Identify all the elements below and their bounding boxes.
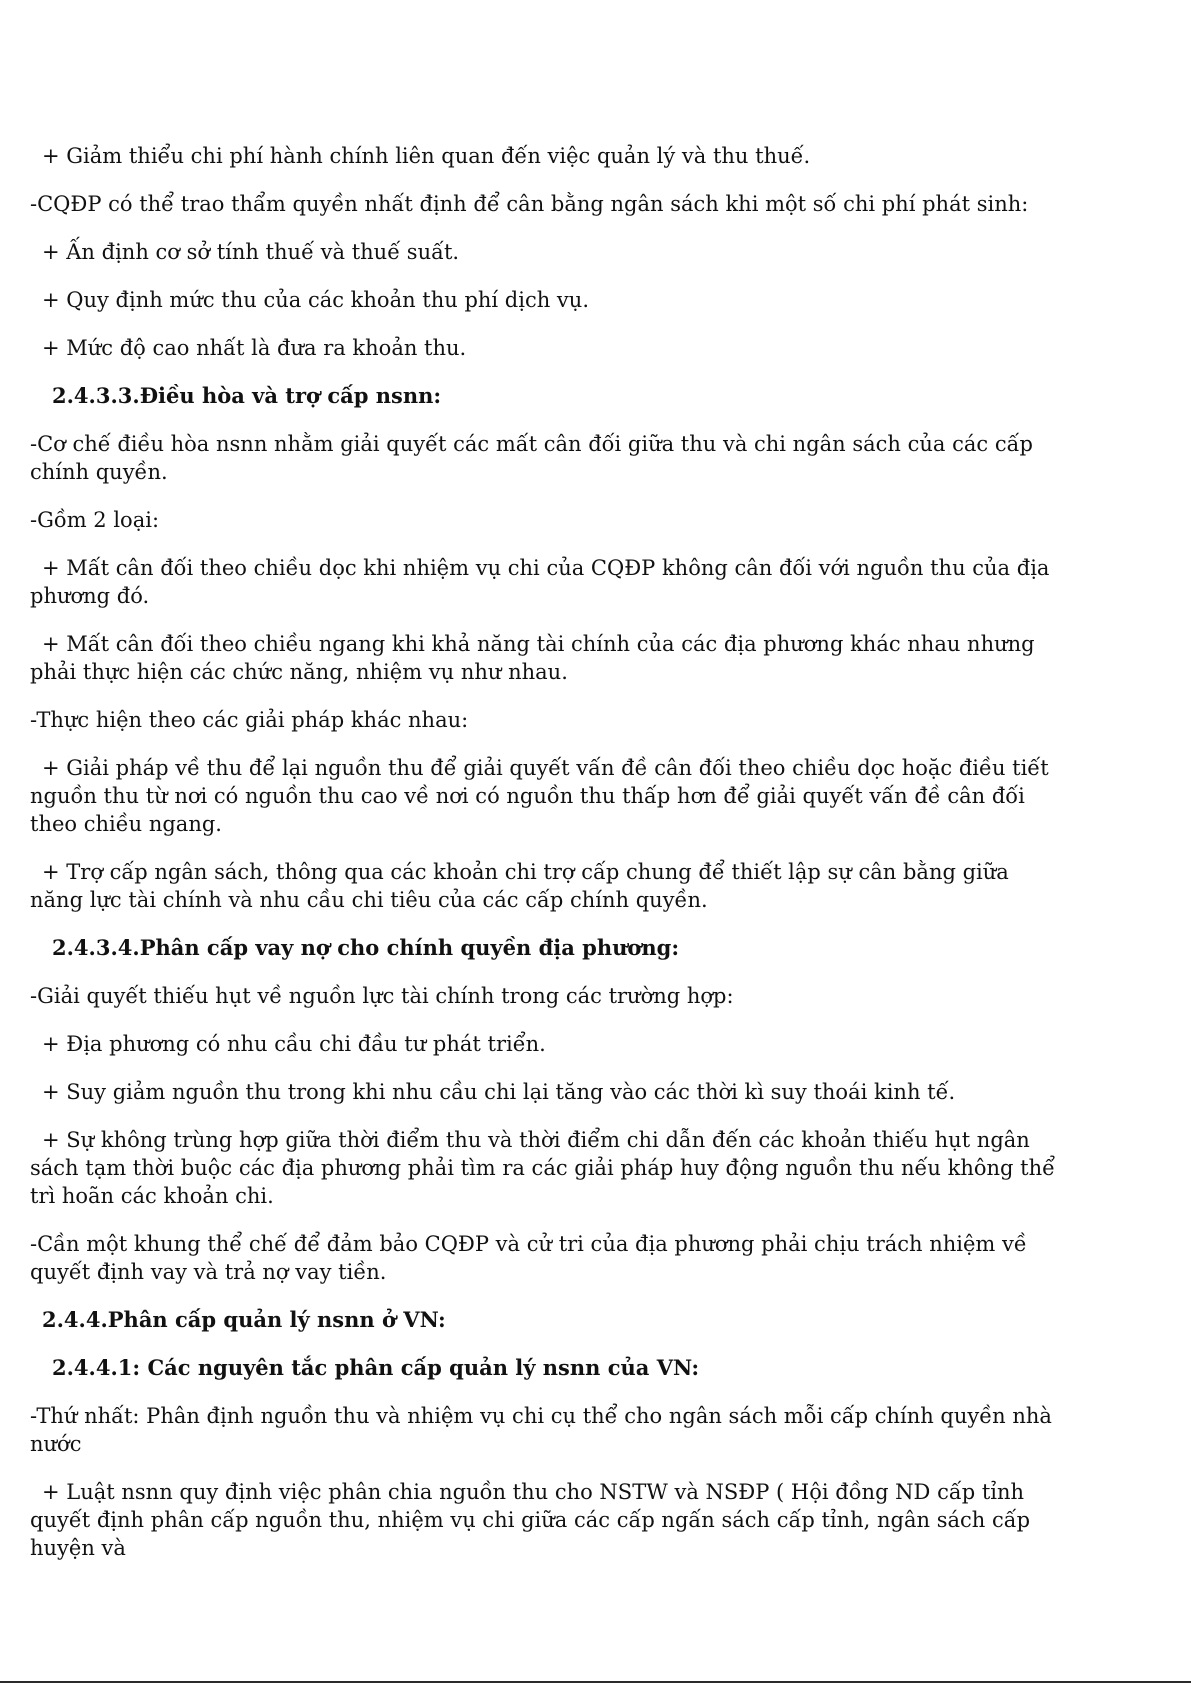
section-heading-2-4-4: 2.4.4.Phân cấp quản lý nsnn ở VN: [42, 1307, 446, 1332]
body-paragraph: -CQĐP có thể trao thẩm quyền nhất định để cân bằng ngân sách khi một số chi phí phát sinh: [30, 192, 1029, 216]
bullet-paragraph: + Giảm thiểu chi phí hành chính liên quan đến việc quản lý và thu thuế. [42, 144, 811, 168]
body-paragraph: -Giải quyết thiếu hụt về nguồn lực tài chính trong các trường hợp: [30, 984, 734, 1008]
bullet-paragraph: + Sự không trùng hợp giữa thời điểm thu và thời điểm chi dẫn đến các khoản thiếu hụt ngân sách tạm thời buộc các địa phương phải tìm ra các giải pháp huy động nguồn thu nếu không thể trì hoãn các khoản chi. [30, 1128, 1056, 1208]
body-paragraph: -Thực hiện theo các giải pháp khác nhau: [30, 708, 469, 732]
body-paragraph: -Gồm 2 loại: [30, 508, 160, 532]
bullet-paragraph: + Quy định mức thu của các khoản thu phí dịch vụ. [42, 288, 589, 312]
bullet-paragraph: + Luật nsnn quy định việc phân chia nguồn thu cho NSTW và NSĐP ( Hội đồng ND cấp tỉnh quyết định phân cấp nguồn thu, nhiệm vụ chi giữa các cấp ngấn sách cấp tỉnh, ngân sách cấp huyện và [30, 1480, 1031, 1560]
section-heading-2-4-4-1: 2.4.4.1: Các nguyên tắc phân cấp quản lý nsnn của VN: [52, 1355, 700, 1380]
body-paragraph: -Cơ chế điều hòa nsnn nhằm giải quyết các mất cân đối giữa thu và chi ngân sách của các cấp chính quyền. [30, 432, 1033, 484]
bullet-paragraph: + Ấn định cơ sở tính thuế và thuế suất. [42, 240, 460, 264]
document-body [30, 142, 1060, 1582]
bullet-paragraph: + Mức độ cao nhất là đưa ra khoản thu. [42, 336, 467, 360]
bullet-paragraph: + Suy giảm nguồn thu trong khi nhu cầu chi lại tăng vào các thời kì suy thoái kinh tế. [42, 1080, 956, 1104]
section-heading-2-4-3-3: 2.4.3.3.Điều hòa và trợ cấp nsnn: [52, 383, 442, 408]
page-bottom-rule [0, 1681, 1191, 1683]
section-heading-2-4-3-4: 2.4.3.4.Phân cấp vay nợ cho chính quyền địa phương: [52, 935, 680, 960]
bullet-paragraph: + Mất cân đối theo chiều ngang khi khả năng tài chính của các địa phương khác nhau nhưng phải thực hiện các chức năng, nhiệm vụ như nhau. [30, 632, 1035, 684]
bullet-paragraph: + Trợ cấp ngân sách, thông qua các khoản chi trợ cấp chung để thiết lập sự cân bằng giữa năng lực tài chính và nhu cầu chi tiêu của các cấp chính quyền. [30, 860, 1009, 912]
bullet-paragraph: + Địa phương có nhu cầu chi đầu tư phát triển. [42, 1032, 546, 1056]
bullet-paragraph: + Mất cân đối theo chiều dọc khi nhiệm vụ chi của CQĐP không cân đối với nguồn thu của địa phương đó. [30, 556, 1050, 608]
bullet-paragraph: + Giải pháp về thu để lại nguồn thu để giải quyết vấn đề cân đối theo chiều dọc hoặc điều tiết nguồn thu từ nơi có nguồn thu cao về nơi có nguồn thu thấp hơn để giải quyết vấn đề cân đối theo chiều ngang. [30, 756, 1049, 836]
body-paragraph: -Cần một khung thể chế để đảm bảo CQĐP và cử tri của địa phương phải chịu trách nhiệm về quyết định vay và trả nợ vay tiền. [30, 1232, 1027, 1284]
body-paragraph: -Thứ nhất: Phân định nguồn thu và nhiệm vụ chi cụ thể cho ngân sách mỗi cấp chính quyền nhà nước [30, 1404, 1052, 1456]
